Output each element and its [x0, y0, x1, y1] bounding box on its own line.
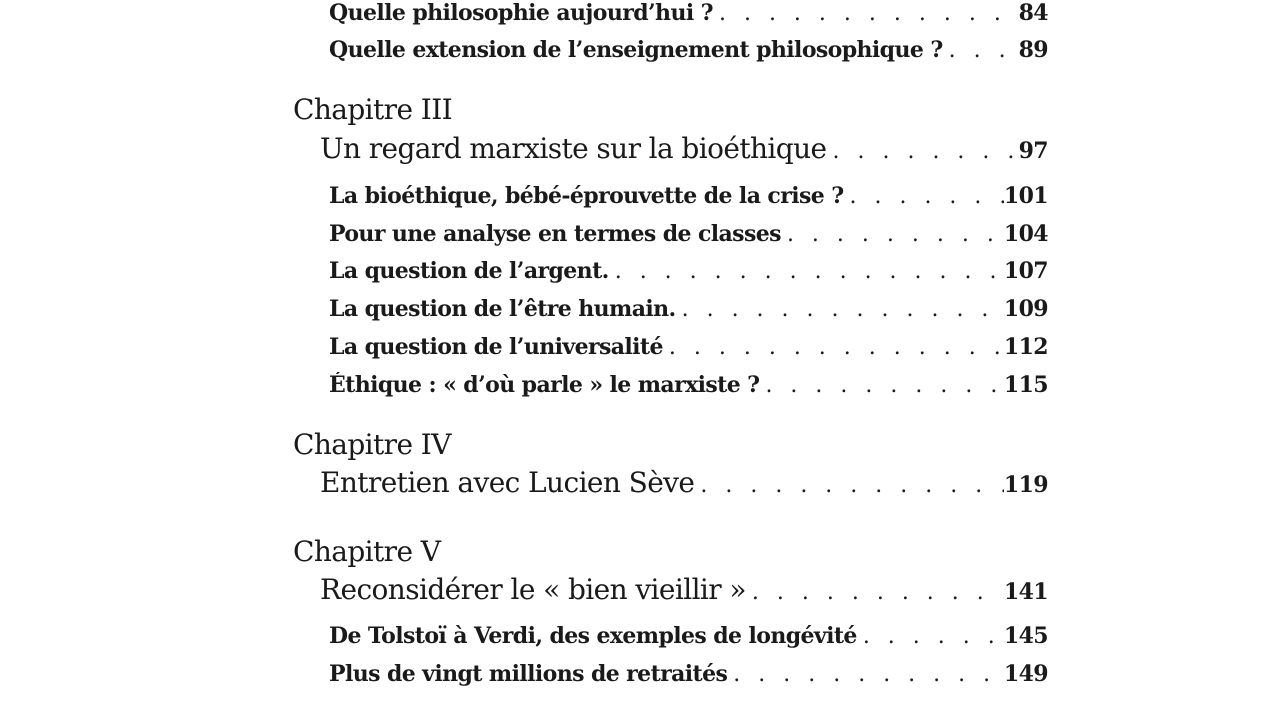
dot-leader [727, 662, 1004, 687]
dot-leader [943, 38, 1019, 63]
toc-entry-title: La question de l’argent. [329, 258, 609, 284]
toc-entry-title: La question de l’universalité [329, 334, 663, 360]
dot-leader [694, 473, 1004, 498]
toc-entry-title: Éthique : « d’où parle » le marxiste ? [329, 372, 760, 398]
toc-entry [329, 296, 1048, 322]
chapter-page: 119 [1003, 472, 1048, 498]
toc-entry-page: 89 [1018, 37, 1048, 63]
toc-entry-page: 115 [1003, 372, 1048, 398]
chapter-title: Reconsidérer le « bien vieillir » [320, 573, 746, 606]
dot-leader [609, 259, 1004, 284]
toc-entry [329, 334, 1048, 360]
toc-entry-page: 107 [1003, 258, 1048, 284]
toc-entry-page: 112 [1003, 334, 1048, 360]
chapter-title-entry [320, 573, 1048, 606]
toc-entry-title: Quelle philosophie aujourd’hui ? [329, 0, 713, 26]
dot-leader [781, 222, 1004, 247]
toc-entry [329, 372, 1048, 398]
toc-entry [329, 258, 1048, 284]
toc-entry-title: Pour une analyse en termes de classes [329, 221, 781, 247]
toc-entry-title: Plus de vingt millions de retraités [329, 661, 728, 687]
dot-leader [676, 297, 1004, 322]
toc-entry-title: Quelle extension de l’enseignement philosophique ? [329, 37, 943, 63]
dot-leader [843, 184, 1003, 209]
chapter-label: Chapitre V [293, 535, 441, 568]
chapter-title: Un regard marxiste sur la bioéthique [320, 132, 827, 165]
dot-leader [663, 335, 1004, 360]
toc-entry-page: 104 [1003, 221, 1048, 247]
dot-leader [746, 580, 1004, 605]
toc-entry [329, 623, 1048, 649]
dot-leader [713, 1, 1019, 26]
toc-entry-title: La question de l’être humain. [329, 296, 676, 322]
chapter-title-entry [320, 132, 1048, 165]
toc-entry-page: 145 [1003, 623, 1048, 649]
chapter-title-entry [320, 466, 1048, 499]
toc-entry [329, 37, 1048, 63]
toc-entry-page: 101 [1003, 183, 1048, 209]
dot-leader [857, 624, 1004, 649]
toc-entry-title: La bioéthique, bébé-éprouvette de la crise ? [329, 183, 844, 209]
toc-entry [329, 661, 1048, 687]
toc-entry-page: 109 [1003, 296, 1048, 322]
chapter-title: Entretien avec Lucien Sève [320, 466, 695, 499]
toc-entry-page: 84 [1018, 0, 1048, 26]
toc-entry [329, 221, 1048, 247]
toc-entry-title: De Tolstoï à Verdi, des exemples de longévité [329, 623, 857, 649]
chapter-page: 141 [1003, 579, 1048, 605]
dot-leader [759, 373, 1003, 398]
chapter-label: Chapitre III [293, 93, 453, 126]
toc-entry [329, 183, 1048, 209]
chapter-label: Chapitre IV [293, 428, 451, 461]
toc-entry [329, 0, 1048, 26]
chapter-page: 97 [1018, 138, 1048, 164]
dot-leader [827, 139, 1019, 164]
toc-entry-page: 149 [1003, 661, 1048, 687]
